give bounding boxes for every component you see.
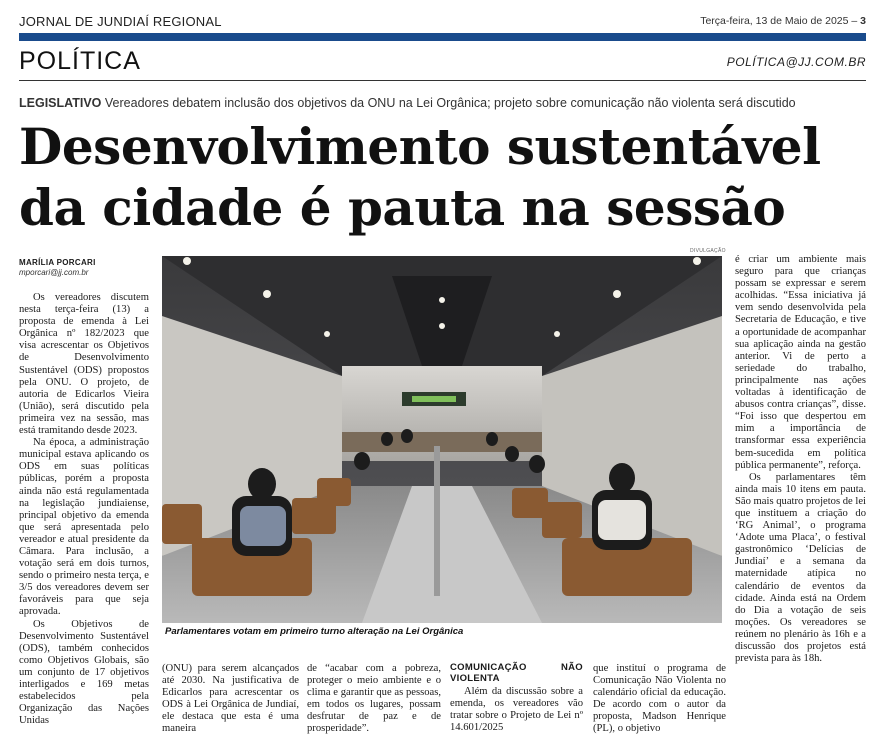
byline-name: MARÍLIA PORCARI: [19, 258, 96, 267]
section-email: POLÍTICA@JJ.COM.BR: [726, 55, 866, 69]
article-column-b2: [307, 663, 441, 736]
masthead: [19, 14, 866, 32]
article-column-b4: [593, 663, 726, 736]
paragraph: (ONU) para serem alcançados até 2030. Na justificativa de Edicarlos para acrescentar os ODS à Lei Orgânica de Jundiaí, ele destaca que esta é uma maneira: [162, 663, 299, 735]
kicker-text: Vereadores debatem inclusão dos objetivos da ONU na Lei Orgânica; projeto sobre comunicação não violenta será discutido: [104, 96, 796, 110]
council-chamber-photo: [162, 256, 722, 623]
paragraph: é criar um ambiente mais seguro para que crianças possam se expressar e serem acolhidas. “Essa iniciativa já vem sendo desenvolvida pela Secretaria de Educação, e tive a oportunidade de acompanhar sua aplicação ainda na gestão anterior. Vi de perto a seriedade do trabalho, principalmente nas ações voltadas à identificação de abusos contra crianças”, disse. “Foi isso que despertou em mim a importância de transformar essa experiência bem-sucedida em política pública permanente”, reforça.: [735, 254, 866, 471]
kicker: [19, 96, 796, 110]
article-column-b1: [162, 663, 299, 736]
byline-email: mporcari@jj.com.br: [19, 268, 89, 277]
headline-line-1: Desenvolvimento sustentável: [19, 117, 821, 176]
section-divider: [19, 80, 866, 81]
paragraph: que instituí o programa de Comunicação Não Violenta no calendário oficial da educação. De acordo com o autor da proposta, Madson Henrique (PL), o objetivo: [593, 663, 726, 735]
paragraph: Os Objetivos de Desenvolvimento Sustentável (ODS), também conhecidos como Objetivos Globais, são um conjunto de 17 objetivos interligados e 169 metas estabelecidos pela Organização das Nações Unidas: [19, 618, 149, 727]
paragraph: Na época, a administração municipal estava aplicando os ODS em suas políticas públicas, porém a proposta ainda não está regulamentada na legislação jundiaiense, principal objetivo da emenda que será apresentada pelo vereador e atual presidente da Câmara. Para inclusão, a votação será em dois turnos, sendo o primeiro nesta terça, e 3/5 dos vereadores devem ser favoráveis para que seja aprovada.: [19, 437, 149, 618]
section-title: POLÍTICA: [19, 47, 141, 75]
newspaper-name: JORNAL DE JUNDIAÍ REGIONAL: [19, 14, 222, 29]
article-column-right: [735, 254, 866, 665]
masthead-color-bar: [19, 33, 866, 41]
article-photo: [162, 256, 722, 623]
kicker-tag: LEGISLATIVO: [19, 96, 102, 110]
paragraph: de “acabar com a pobreza, proteger o meio ambiente e o clima e garantir que as pessoas, em todos os lugares, possam desfrutar de paz e de prosperidade”.: [307, 663, 441, 735]
article-column-b3: [450, 663, 583, 734]
paragraph: Os parlamentares têm ainda mais 10 itens em pauta. São mais quatro projetos de lei que instituem a criação do ‘RG Animal’, o programa ‘Adote uma Placa’, o festival gastronômico ‘Delícias de Jundiaí’ e a semana da maternidade atípica no calendário de eventos da cidade. Ainda está na Ordem do Dia a votação de seis moções. Os vereadores se reúnem no plenário às 16h e a discussão dos projetos está prevista para às 18h.: [735, 471, 866, 665]
headline: [19, 116, 839, 238]
photo-credit: DIVULGAÇÃO: [690, 248, 726, 254]
subheading: COMUNICAÇÃO NÃO VIOLENTA: [450, 662, 583, 684]
page-number: 3: [860, 15, 866, 27]
photo-caption: Parlamentares votam em primeiro turno alteração na Lei Orgânica: [165, 626, 464, 637]
paragraph: Além da discussão sobre a emenda, os vereadores vão tratar sobre o Projeto de Lei nº 14.601/2025: [450, 686, 583, 734]
paragraph: Os vereadores discutem nesta terça-feira (13) a proposta de emenda à Lei Orgânica nº 182/2023 que visa acrescentar os Objetivos de Desenvolvimento Sustentável (ODS) propostos pela ONU. O projeto, de autoria de Edicarlos Vieira (União), será discutido pela primeira vez na sessão, mas está tramitando desde 2023.: [19, 292, 149, 437]
headline-line-2: da cidade é pauta na sessão: [19, 178, 786, 237]
issue-date: Terça-feira, 13 de Maio de 2025 – 3: [700, 15, 866, 27]
article-column-left: [19, 292, 149, 727]
